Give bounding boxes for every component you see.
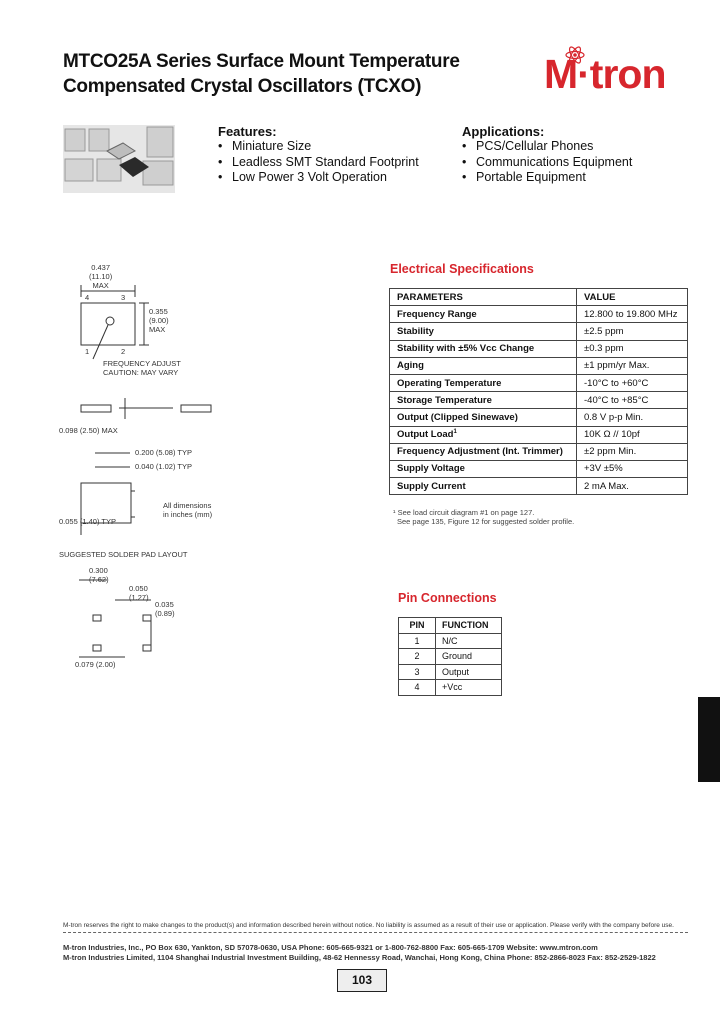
applications-item: • Communications Equipment (462, 155, 632, 171)
disclaimer: M-tron reserves the right to make changes to the product(s) and information described herein without notice. No liability is assumed as a result of their use or application. Please verify with the company before use. (63, 922, 674, 929)
pin-label: 3 (121, 293, 126, 302)
function-cell: Output (436, 664, 502, 680)
page-number: 103 (337, 969, 387, 992)
dim-text: (0.89) (155, 609, 175, 618)
table-header-row (390, 289, 688, 306)
features-list (218, 139, 419, 186)
table-row (399, 680, 502, 696)
features-heading: Features: (218, 124, 277, 139)
applications-heading: Applications: (462, 124, 545, 139)
pin-label: 1 (85, 347, 90, 356)
pin-label: 4 (85, 293, 90, 302)
dim-pad: 0.040 (1.02) TYP (135, 462, 192, 471)
dim-pad-pitch: 0.079 (2.00) (75, 660, 116, 669)
features-item: • Miniature Size (218, 139, 419, 155)
dim-height: 0.098 (2.50) MAX (59, 426, 118, 435)
features-section (218, 124, 419, 186)
col-header: FUNCTION (436, 618, 502, 634)
pin-cell: 3 (399, 664, 436, 680)
footnotes (393, 508, 574, 526)
value-cell: 0.8 V p-p Min. (577, 409, 688, 426)
table-row (399, 664, 502, 680)
footer-address-hk: M-tron Industries Limited, 1104 Shanghai Industrial Investment Building, 48-62 Hennessy Road, Wanchai, Hong Kong, China Phone: 852-2866-8023 Fax: 852-2529-1822 (63, 953, 656, 962)
param-cell: Supply Current (390, 478, 577, 495)
dim-text: 0.300 (89, 566, 108, 575)
table-header-row (399, 618, 502, 634)
param-text: Output Load (397, 429, 454, 441)
value-cell: -40°C to +85°C (577, 392, 688, 409)
table-row (390, 357, 688, 374)
table-row (399, 649, 502, 665)
table-row (390, 374, 688, 391)
dim-text: CAUTION: MAY VARY (103, 368, 179, 377)
dim-text: MAX (92, 281, 109, 290)
param-cell: Supply Voltage (390, 460, 577, 477)
table-row (390, 460, 688, 477)
value-cell: -10°C to +60°C (577, 374, 688, 391)
col-header: PARAMETERS (390, 289, 577, 306)
dim-text: (7.62) (89, 575, 109, 584)
applications-list (462, 139, 632, 186)
param-cell: Storage Temperature (390, 392, 577, 409)
pin-cell: 4 (399, 680, 436, 696)
function-cell: Ground (436, 649, 502, 665)
dim-text: in inches (mm) (163, 510, 213, 519)
pad-layout-title: SUGGESTED SOLDER PAD LAYOUT (59, 550, 188, 559)
param-cell: Operating Temperature (390, 374, 577, 391)
param-cell: Output (Clipped Sinewave) (390, 409, 577, 426)
freq-adjust-note (103, 359, 181, 377)
dim-text: (11.10) (89, 272, 113, 281)
table-row (390, 306, 688, 323)
footnote: See page 135, Figure 12 for suggested solder profile. (397, 517, 575, 526)
value-cell: ±2.5 ppm (577, 323, 688, 340)
value-cell: 10K Ω // 10pf (577, 426, 688, 443)
units-note (163, 501, 212, 519)
pin-label: 2 (121, 347, 126, 356)
function-cell: N/C (436, 633, 502, 649)
dim-text: 0.355 (149, 307, 168, 316)
applications-item: • PCS/Cellular Phones (462, 139, 632, 155)
pin-cell: 1 (399, 633, 436, 649)
electrical-spec-table (389, 288, 688, 495)
dim-text: (9.00) (149, 316, 169, 325)
value-cell: ±2 ppm Min. (577, 443, 688, 460)
title-line-1: MTCO25A Series Surface Mount Temperature (63, 51, 460, 72)
param-cell: Frequency Adjustment (Int. Trimmer) (390, 443, 577, 460)
table-row (390, 392, 688, 409)
pin-connections-table (398, 617, 502, 696)
dim-text: MAX (149, 325, 166, 334)
dim-text: 0.050 (129, 584, 148, 593)
col-header: VALUE (577, 289, 688, 306)
dim-pad-span (89, 566, 109, 584)
dim-pad-width: 0.055 (1.40) TYP (59, 517, 116, 526)
table-row (390, 409, 688, 426)
mtron-logo (544, 45, 694, 95)
table-row (399, 633, 502, 649)
dim-text: (1.27) (129, 593, 149, 602)
features-item: • Low Power 3 Volt Operation (218, 170, 419, 186)
footnote-marker: 1 (453, 429, 457, 436)
dim-pitch: 0.200 (5.08) TYP (135, 448, 192, 457)
footer-address-us: M-tron Industries, Inc., PO Box 630, Yankton, SD 57078-0630, USA Phone: 605-665-9321 or 1-800-762-8800 Fax: 605-665-1709 Website: www.mtron.com (63, 943, 598, 952)
dim-length (89, 263, 112, 290)
table-row (390, 340, 688, 357)
page-title (63, 49, 460, 99)
dim-text: FREQUENCY ADJUST (103, 359, 181, 368)
value-cell: +3V ±5% (577, 460, 688, 477)
dim-text: 0.437 (91, 263, 110, 272)
table-row (390, 478, 688, 495)
dim-pad-gap (129, 584, 149, 602)
param-cell: Frequency Range (390, 306, 577, 323)
col-header: PIN (399, 618, 436, 634)
electrical-spec-heading: Electrical Specifications (390, 262, 534, 276)
dim-text: All dimensions (163, 501, 212, 510)
dim-pad-height (155, 600, 175, 618)
table-row (390, 323, 688, 340)
footnote: ¹ See load circuit diagram #1 on page 127. (393, 508, 535, 517)
logo-text: M·tron (544, 51, 666, 97)
dim-text: 0.035 (155, 600, 174, 609)
param-cell: Stability with ±5% Vcc Change (390, 340, 577, 357)
value-cell: 2 mA Max. (577, 478, 688, 495)
dim-width (149, 307, 169, 334)
mechanical-drawing (55, 255, 225, 675)
footer-divider (63, 932, 688, 933)
features-item: • Leadless SMT Standard Footprint (218, 155, 419, 171)
applications-section (462, 124, 632, 186)
value-cell: 12.800 to 19.800 MHz (577, 306, 688, 323)
value-cell: ±1 ppm/yr Max. (577, 357, 688, 374)
pin-cell: 2 (399, 649, 436, 665)
product-photo (63, 125, 175, 193)
table-row (390, 443, 688, 460)
table-row (390, 426, 688, 443)
section-tab (698, 697, 720, 782)
title-line-2: Compensated Crystal Oscillators (TCXO) (63, 76, 422, 97)
applications-item: • Portable Equipment (462, 170, 632, 186)
function-cell: +Vcc (436, 680, 502, 696)
pin-connections-heading: Pin Connections (398, 591, 497, 605)
param-cell: Stability (390, 323, 577, 340)
value-cell: ±0.3 ppm (577, 340, 688, 357)
param-cell (390, 426, 577, 443)
param-cell: Aging (390, 357, 577, 374)
